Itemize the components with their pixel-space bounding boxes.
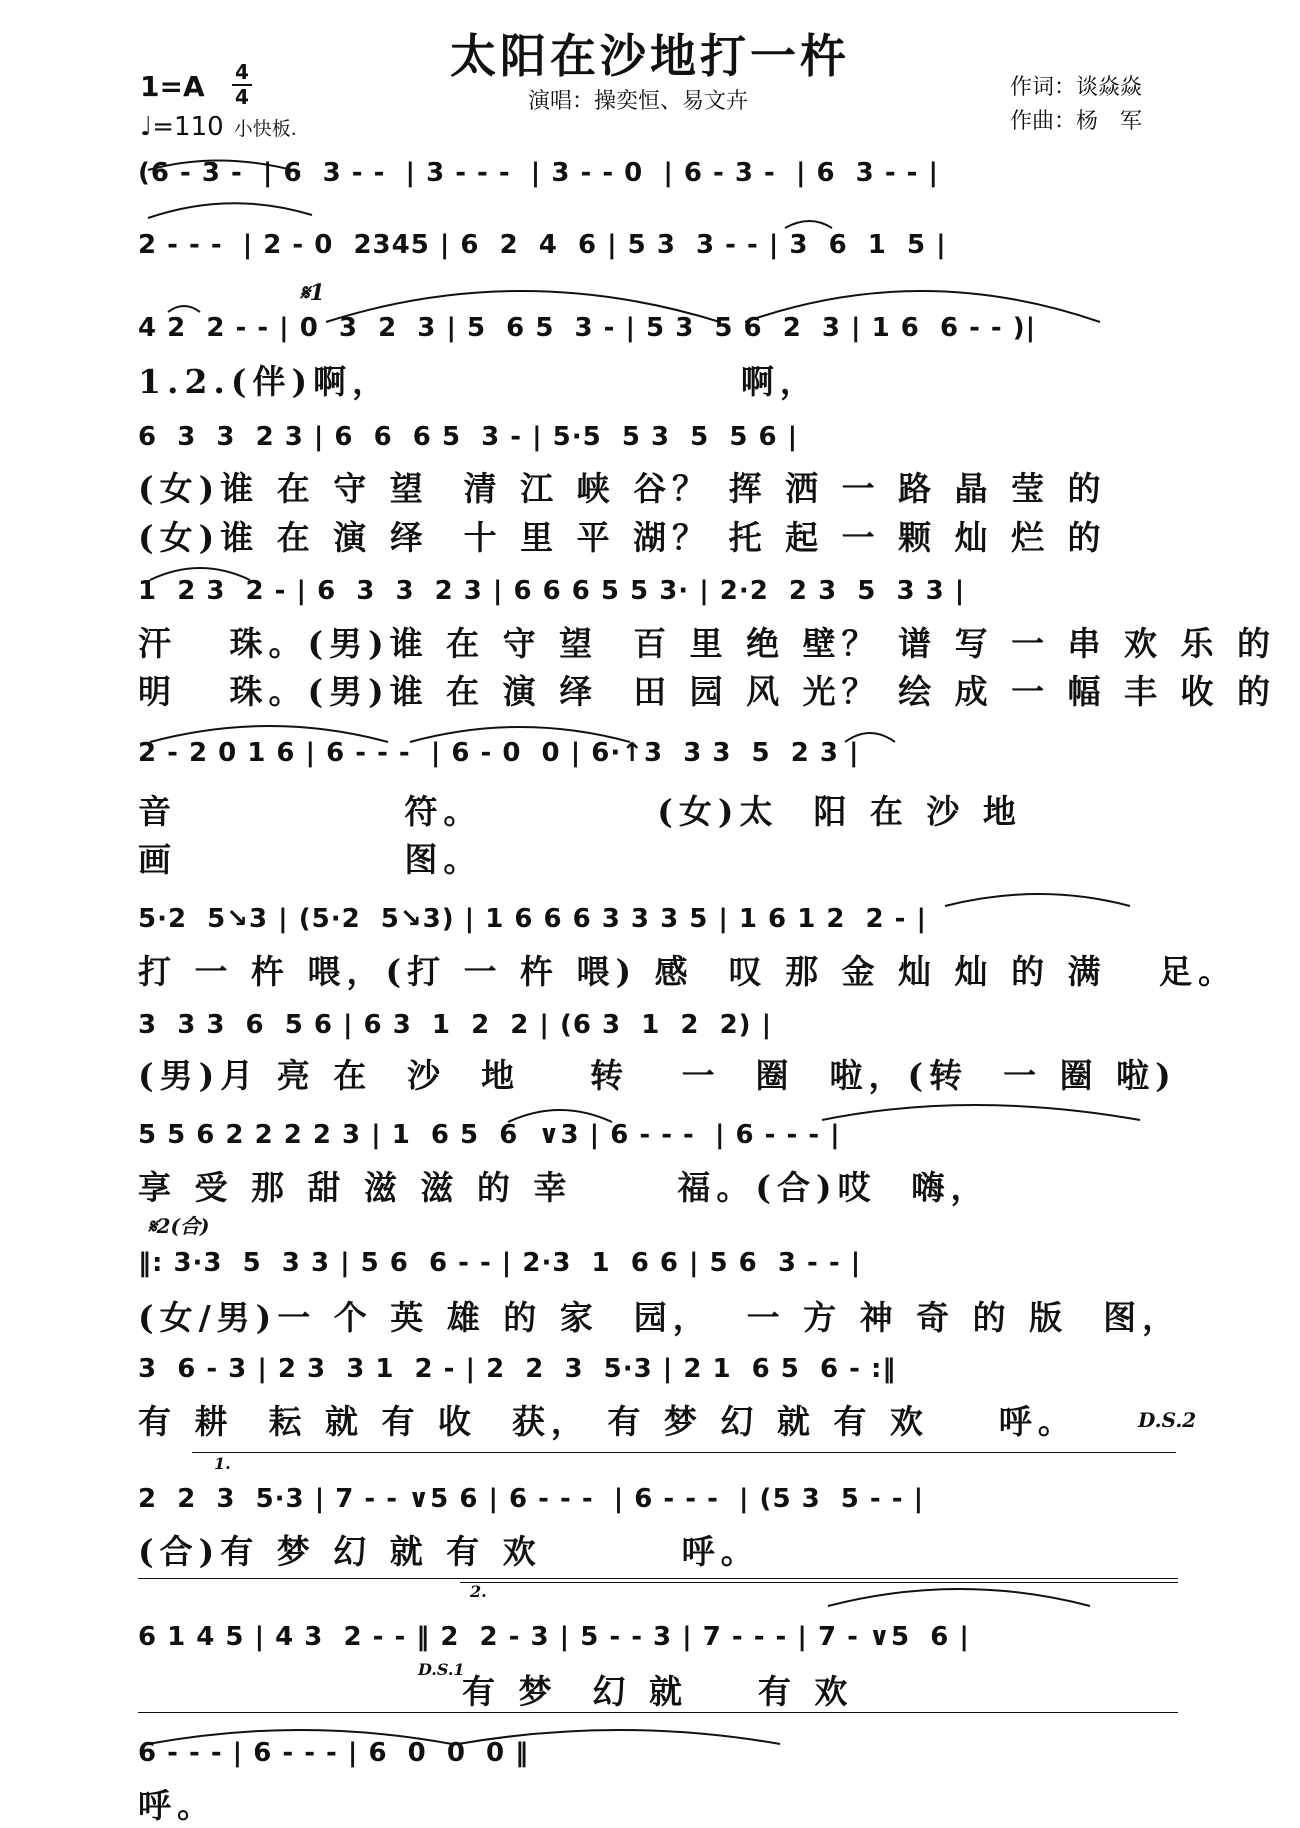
lyric-line: 1.2.(伴)啊， 啊， <box>138 362 819 401</box>
notes: ‖: 3·3 5 3 3 | 5 6 6 - - | 2·3 1 6 6 | 5 6 3 - - | <box>138 1248 862 1278</box>
song-title: 太阳在沙地打一杵 <box>450 29 850 83</box>
lyric-line: (女/男)一 个 英 雄 的 家 园， 一 方 神 奇 的 版 图， <box>138 1298 1182 1337</box>
lyric-line-verse-2: (女)谁 在 演 绎 十 里 平 湖？ 托 起 一 颗 灿 烂 的 <box>138 518 1107 557</box>
lyric-line-verse-2: 明 珠。(男)谁 在 演 绎 田 园 风 光？ 绘 成 一 幅 丰 收 的 <box>138 672 1277 711</box>
notation-line-9 <box>138 1112 1178 1158</box>
notation-line-11 <box>138 1346 1178 1392</box>
notation-line-14 <box>138 1730 1178 1776</box>
time-signature <box>232 62 252 108</box>
segno-2: 𝄋2(合) <box>148 1214 210 1238</box>
lyric-line-verse-1: 音 符。 (女)太 阳 在 沙 地 <box>138 792 1022 831</box>
tempo-marking <box>140 112 297 142</box>
ending-1-bracket <box>192 1452 1176 1453</box>
notation-line-8 <box>138 1002 1178 1048</box>
ds-1-marking: D.S.1 <box>418 1660 465 1679</box>
tempo-text: 小快板. <box>233 118 297 140</box>
singers: 演唱：操奕恒、易文卉 <box>528 89 749 114</box>
ending-1-label: 1. <box>214 1454 231 1473</box>
notes: 2 2 3 5·3 | 7 - - ∨5 6 | 6 - - - | 6 - - - | (5 3 5 - - | <box>138 1484 925 1514</box>
ending-2-bracket <box>460 1582 1178 1583</box>
lyric-line: (合)有 梦 幻 就 有 欢 呼。 <box>138 1532 760 1571</box>
divider <box>138 1578 1178 1579</box>
tempo-value: ♩=110 <box>140 112 224 142</box>
notation-line-13 <box>138 1614 1178 1660</box>
lyric-line-verse-1: 汗 珠。(男)谁 在 守 望 百 里 绝 壁？ 谱 写 一 串 欢 乐 的 <box>138 624 1277 663</box>
notation-line-12 <box>138 1476 1178 1522</box>
notes: 2 - 2 0 1 6 | 6 - - - | 6 - 0 0 | 6·↑3 3 3 5 2 3 | <box>138 738 860 768</box>
notation-line-6 <box>138 730 1178 776</box>
notes: 4 2 2 - - | 0 3 2 3 | 5 6 5 3 - | 5 3 5 6 2 3 | 1 6 6 - - )| <box>138 313 1037 343</box>
notation-line-4 <box>138 414 1178 460</box>
lyric-line: 有 梦 幻 就 有 欢 <box>462 1672 854 1711</box>
notation-line-7 <box>138 896 1178 942</box>
notes: 5·2 5↘3 | (5·2 5↘3) | 1 6 6 6 3 3 3 5 | 1 6 1 2 2 - | <box>138 904 928 934</box>
notes: 2 - - - | 2 - 0 2345 | 6 2 4 6 | 5 3 3 - - | 3 6 1 5 | <box>138 230 947 260</box>
notes: 6 1 4 5 | 4 3 2 - - ‖ 2 2 - 3 | 5 - - 3 | 7 - - - | 7 - ∨5 6 | <box>138 1622 970 1652</box>
lyricist: 作词：谈焱焱 <box>1010 75 1143 100</box>
notes: 1 2 3 2 - | 6 3 3 2 3 | 6 6 6 5 5 3· | 2·2 2 3 5 3 3 | <box>138 576 966 606</box>
lyric-line: 享 受 那 甜 滋 滋 的 幸 福。(合)哎 嗨， <box>138 1168 990 1207</box>
time-signature-bottom: 4 <box>235 85 249 109</box>
lyric-line: 呼。 <box>138 1786 216 1825</box>
ds-2-marking: D.S.2 <box>1138 1408 1197 1432</box>
lyric-line-verse-1: (女)谁 在 守 望 清 江 峡 谷？ 挥 洒 一 路 晶 莹 的 <box>138 469 1107 508</box>
notes: 3 6 - 3 | 2 3 3 1 2 - | 2 2 3 5·3 | 2 1 6 5 6 - :‖ <box>138 1354 897 1384</box>
key-signature: 1=A <box>140 70 205 103</box>
slur <box>828 1589 1090 1606</box>
lyric-line: 打 一 杵 喂，(打 一 杵 喂) 感 叹 那 金 灿 灿 的 满 足。 <box>138 952 1238 991</box>
time-signature-top: 4 <box>235 60 249 84</box>
notation-line-5 <box>138 568 1178 614</box>
notes: 3 3 3 6 5 6 | 6 3 1 2 2 | (6 3 1 2 2) | <box>138 1010 773 1040</box>
notes: 6 - - - | 6 - - - | 6 0 0 0 ‖ <box>138 1738 530 1768</box>
notation-line-10 <box>138 1240 1178 1286</box>
notes: 5 5 6 2 2 2 2 3 | 1 6 5 6 ∨3 | 6 - - - | 6 - - - | <box>138 1120 841 1150</box>
notes: (6 - 3 - | 6 3 - - | 3 - - - | 3 - - 0 | 6 - 3 - | 6 3 - - | <box>138 158 940 188</box>
lyric-line: 有 耕 耘 就 有 收 获， 有 梦 幻 就 有 欢 呼。 <box>138 1402 1077 1441</box>
ending-2-label: 2. <box>470 1582 487 1601</box>
segno-1: 𝄋1 <box>300 280 325 306</box>
lyric-line: (男)月 亮 在 沙 地 转 一 圈 啦，(转 一 圈 啦) <box>138 1056 1177 1095</box>
notation-line-2 <box>138 222 1178 268</box>
notes: 6 3 3 2 3 | 6 6 6 5 3 - | 5·5 5 3 5 5 6 | <box>138 422 799 452</box>
composer: 作曲：杨 军 <box>1010 109 1143 134</box>
divider <box>138 1712 1178 1713</box>
lyric-line-verse-2: 画 图。 <box>138 840 483 879</box>
notation-line-3 <box>138 305 1178 351</box>
slur <box>148 203 312 218</box>
notation-line-1 <box>138 150 1178 196</box>
